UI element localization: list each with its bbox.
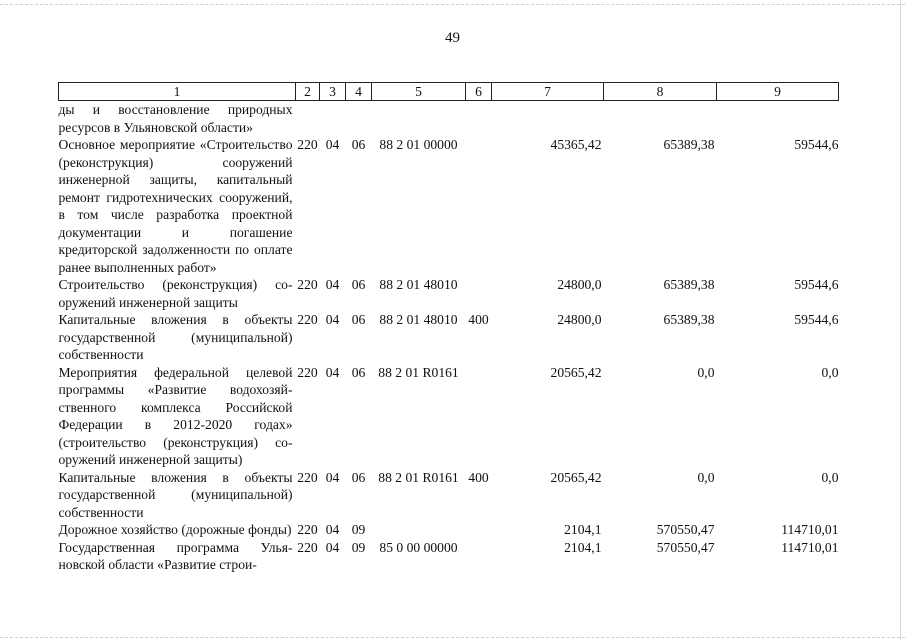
cell-col4: 09 (351, 522, 366, 537)
cell-col7: 2104,1 (564, 539, 602, 555)
cell-col6 (466, 101, 492, 137)
table-row (59, 364, 839, 469)
cell-col9: 0,0 (821, 364, 839, 380)
cell-col7 (492, 101, 604, 137)
cell-col5 (372, 101, 466, 137)
cell-col3: 04 (325, 364, 340, 380)
cell-col8: 65389,38 (663, 137, 715, 152)
table-row (59, 276, 839, 311)
column-header: 4 (346, 83, 372, 101)
cell-col3: 04 (325, 277, 340, 292)
cell-col6 (466, 136, 492, 276)
cell-col9: 114710,01 (781, 539, 839, 555)
cell-col8: 0,0 (697, 364, 715, 380)
cell-col9: 114710,01 (781, 522, 839, 537)
row-name: Мероприятия федеральной целевой программы «Развитие водохозяйственного комплекса Российской Федерации в 2012-2020 годах» (строительство (реконструкция) сооружений инженерной защиты) (58, 364, 293, 467)
row-name: Государственная программа Ульяновской области «Развитие строи- (58, 539, 293, 572)
cell-col4: 06 (351, 469, 366, 485)
cell-col9 (717, 101, 839, 137)
cell-col7: 20565,42 (550, 364, 602, 380)
cell-col7: 20565,42 (550, 469, 602, 485)
column-header: 3 (320, 83, 346, 101)
cell-col8 (604, 101, 717, 137)
table-row (59, 521, 839, 539)
cell-col6 (466, 276, 492, 311)
cell-col2: 220 (297, 137, 318, 152)
row-name: Капитальные вложения в объекты государственной (муниципальной) собственности (58, 469, 293, 520)
cell-col6 (466, 539, 492, 574)
scan-edge-top (0, 4, 905, 5)
cell-col9: 59544,6 (794, 312, 839, 327)
cell-col8: 0,0 (697, 469, 715, 485)
cell-col9: 59544,6 (794, 277, 839, 292)
cell-col2 (296, 101, 320, 137)
cell-col6: 400 (468, 312, 489, 327)
column-header: 7 (492, 83, 604, 101)
cell-col6: 400 (468, 469, 489, 485)
cell-col2: 220 (297, 469, 318, 485)
row-name: Дорожное хозяйство (дорожные фонды) (58, 522, 292, 537)
row-name: Капитальные вложения в объекты государственной (муниципальной) собственности (58, 312, 293, 362)
cell-col4: 06 (351, 364, 366, 380)
cell-col2: 220 (297, 364, 318, 380)
cell-col3: 04 (325, 312, 340, 327)
column-header: 9 (717, 83, 839, 101)
row-name: ды и восстановление природных ресурсов в Ульяновской области» (58, 102, 293, 135)
cell-col5: 88 2 01 48010 (379, 277, 458, 292)
cell-col4: 06 (351, 277, 366, 292)
cell-col2: 220 (297, 312, 318, 327)
table-row (59, 311, 839, 364)
cell-col6 (466, 521, 492, 539)
cell-col3 (320, 101, 346, 137)
cell-col3: 04 (325, 469, 340, 485)
cell-col8: 570550,47 (656, 539, 715, 555)
page-number: 49 (445, 30, 460, 46)
cell-col3: 04 (325, 137, 340, 152)
table-row (59, 136, 839, 276)
cell-col2: 220 (297, 539, 318, 555)
cell-col9: 0,0 (821, 469, 839, 485)
cell-col5: 85 0 00 00000 (379, 539, 458, 555)
cell-col4: 09 (351, 539, 366, 555)
cell-col2: 220 (297, 522, 318, 537)
cell-col8: 65389,38 (663, 277, 715, 292)
cell-col3: 04 (325, 539, 340, 555)
column-header: 6 (466, 83, 492, 101)
column-header: 8 (604, 83, 717, 101)
column-header: 5 (372, 83, 466, 101)
cell-col5: 88 2 01 00000 (379, 137, 458, 152)
row-name: Строительство (реконструкция) сооружений инженерной защиты (58, 277, 293, 310)
table-row (59, 539, 839, 574)
cell-col3: 04 (325, 522, 340, 537)
budget-table (58, 82, 839, 574)
cell-col4: 06 (351, 312, 366, 327)
cell-col7: 24800,0 (557, 277, 602, 292)
table-row (59, 469, 839, 522)
cell-col5: 88 2 01 R0161 (378, 364, 459, 380)
scan-edge-right (900, 0, 901, 640)
cell-col4 (346, 101, 372, 137)
scan-edge-bottom (0, 637, 905, 638)
cell-col8: 65389,38 (663, 312, 715, 327)
cell-col5: 88 2 01 48010 (379, 312, 458, 327)
cell-col7: 24800,0 (557, 312, 602, 327)
table-header-row (59, 83, 839, 101)
cell-col7: 2104,1 (564, 522, 602, 537)
cell-col6 (466, 364, 492, 469)
cell-col5 (372, 521, 466, 539)
cell-col5: 88 2 01 R0161 (378, 469, 459, 485)
column-header: 1 (59, 83, 296, 101)
cell-col9: 59544,6 (794, 137, 839, 152)
row-name: Основное мероприятие «Строительство (реконструкция) сооружений инженерной защиты, капитальный ремонт гидротехнических сооружений, в том числе разработка проектной документации и погашение кредиторской задолженности по оплате ранее выполненных работ» (58, 137, 293, 275)
cell-col2: 220 (297, 277, 318, 292)
cell-col7: 45365,42 (550, 137, 602, 152)
cell-col4: 06 (351, 137, 366, 152)
cell-col8: 570550,47 (656, 522, 715, 537)
table-row (59, 101, 839, 137)
column-header: 2 (296, 83, 320, 101)
